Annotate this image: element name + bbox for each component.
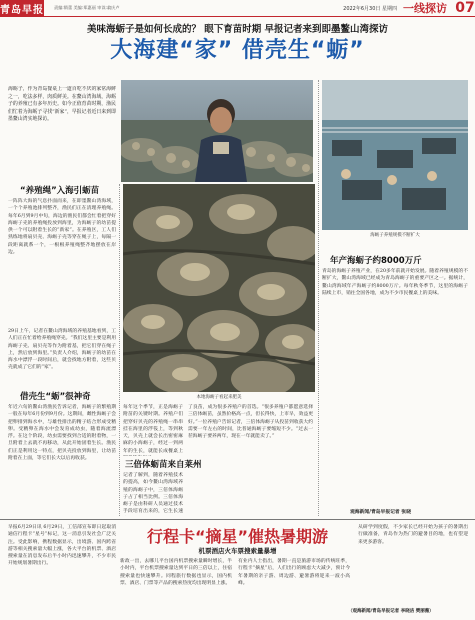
issue-date: 2022年6月30日 星期四	[343, 5, 397, 12]
section-name: 一线探访	[403, 2, 447, 15]
column-divider	[318, 80, 319, 516]
subhead-borrow-shell: 借壳生“蛎”很神奇	[20, 392, 91, 402]
column-3b-text: 记者了解到，随着养殖技术的提高，如今鳌山湾海域养殖的海蛎子中，三倍体海蛎子占了相当比例。三倍体海蛎子是由科研人员通过技术手段培育出来的，它生长速	[123, 473, 183, 515]
bottom-subhead: 机票酒店火车票搜索量暴增	[198, 547, 277, 555]
page-number: 07	[455, 0, 475, 16]
bottom-column-4: 从研学到度假，不少家长已经开始为孩子的暑期出行做准备，青岛作为热门的避暑目的地，也有望迎来更多游客。	[358, 525, 468, 545]
column-2-text: 年近六旬的鳌山湾渔民告诉记者，海蛎子的繁殖期一般在每年6月份到9月份。这期间，雌性海蛎子会把卵排到海水中，与雄性排出的精子结合形成受精卵。受精卵在海水中会发育成幼虫，随着海流漂浮。在这个阶段，幼虫需要找到合适的附着物，一旦附着上去就不再移动，从此开始固着生长。渔民们正是利用这一特点，把贝壳投放到海里，让幼苗附着在上面，等它们长大以后再收获。	[8, 405, 116, 462]
bottom-column-1: 早报6月29日讯 6月29日，工信部宣布即日起取消通信行程卡“星号”标记，这一消息引发社会广泛关注。受此影响，携程数据显示，出境游、国内跨省游等相关搜索量大幅上涨，各大平台的机票、酒店搜索量在消息发布后半小时内迅速攀升，不少市民开始规划暑期出行。	[8, 525, 116, 567]
byline-bottom: （观海新闻/青岛早报记者 李晓洁 樊丽薇）	[348, 609, 434, 614]
newspaper-logo: 青岛早报	[0, 0, 44, 17]
section-divider	[0, 519, 475, 520]
masthead	[0, 0, 475, 17]
oyster-worker-photo	[121, 80, 313, 182]
column-1b-text: 29日上午，记者在鳌山湾海域的养殖基地看到，工人们正在忙着给养殖绳穿壳。“我们这里主要是利用海蛎子壳、扇贝壳等作为附着基，把它们穿在绳子上，然后放到海里。”负责人介绍，海蛎子的幼苗在海水中漂浮一段时间后，就会找地方附着，这些贝壳就成了它们的“家”。	[8, 329, 116, 371]
column-1-text: 一阵阵大海的气息扑面而来，在即墨鳌山湾海域，一个个养殖池排列整齐，渔民们正在清理养殖绳。每年6月到9月中旬，海边的渔民们都会忙着把穿好海蛎子壳的养殖绳投放到海里，为海蛎子的幼苗提供一个可以附着生长的“新家”。在养殖区，工人们熟练地将扇贝壳、海蛎子壳等穿在绳子上，每隔一段距离就系一个，一根根养殖绳整齐地摆放在岸边。	[8, 199, 116, 256]
photo-caption-aquaculture: 海蛎子养殖规模不断扩大	[370, 233, 420, 238]
article-kicker: 美味海蛎子是如何长成的？ 眼下育苗时期 早报记者来到即墨鳌山湾探访	[86, 24, 389, 35]
column-divider	[119, 184, 120, 516]
bottom-headline: 行程卡“摘星”催热暑期游	[146, 527, 329, 546]
aquaculture-photo	[322, 80, 468, 230]
editors-line: 责编:隋蕾 美编:郑惠丽 审读:翁庆卢	[54, 5, 120, 10]
column-5-text: 青岛的海蛎子养殖产业，在20多年前就开始发展。随着养殖规模的不断扩大，鳌山湾海域已经成为青岛海蛎子的重要产区之一。据统计，鳌山湾海域年产海蛎子约8000万斤。每年秋冬季节，这里的海蛎子陆续上市，销往全国各地，成为不少市民餐桌上的美味。	[322, 269, 468, 296]
article-lede: 海蛎子，作为青岛餐桌上一道百吃不厌的家常海鲜之一，吃法多样，肉质鲜美。在鳌山湾海域，海蛎子的养殖已有多年历史。如今正值育苗时期，渔民们忙着为海蛎子寻找“新家”，早报记者近日来到即墨鳌山湾实地探访。	[8, 86, 116, 123]
byline-main: 观海新闻/青岛早报记者 张晓	[350, 510, 411, 515]
photo-caption-oysters: 本地海蛎子看起来肥美	[196, 395, 242, 400]
subhead-seeding-ropes: “养殖绳”入海引蛎苗	[20, 186, 100, 196]
bottom-column-2: 新政一出，去哪儿平台国内机票搜索量瞬时增长，半小时内，平台机票搜索量达到平日的三倍以上，住宿搜索量也快速攀升。同程旅行数据也显示，国内机票、酒店、门票等产品的搜索热度均出现明显上涨。	[120, 559, 232, 586]
column-3-text: 每年这个季节，正是海蛎子附苗的关键时期。养殖户们把穿好贝壳的养殖绳一串串挂在海里的浮筏上，等到秋天，贝壳上就会长出密密麻麻的小海蛎子，经过一到两年的生长，就能长成餐桌上	[123, 405, 183, 454]
bottom-column-3: 有业内人士指出，暑期一直是旅游市场的传统旺季，行程卡“摘星”后，人们出行的顾虑大大减少，预计今年暑期的亲子游、周边游、避暑游将迎来一波小高峰。	[238, 559, 350, 586]
subhead-triploid-seedlings: 三倍体蛎苗来自莱州	[125, 460, 202, 470]
article-headline: 大海建“家” 借壳生“蛎”	[110, 38, 365, 63]
column-4-text: 了良苗，成为很多养殖户的首选。“很多养殖户都愿意选择三倍体蛎苗，虽然价格高一点，但长得快，上市早，效益更好。”一位养殖户告诉记者，三倍体海蛎子从投苗到收获大约需要一年左右的时间，比普通海蛎子要缩短不少。“过去一茬海蛎子要养两年，现在一年就能卖了。”	[188, 405, 313, 440]
oyster-closeup-photo	[123, 184, 315, 392]
subhead-annual-output: 年产海蛎子约8000万斤	[330, 256, 422, 266]
